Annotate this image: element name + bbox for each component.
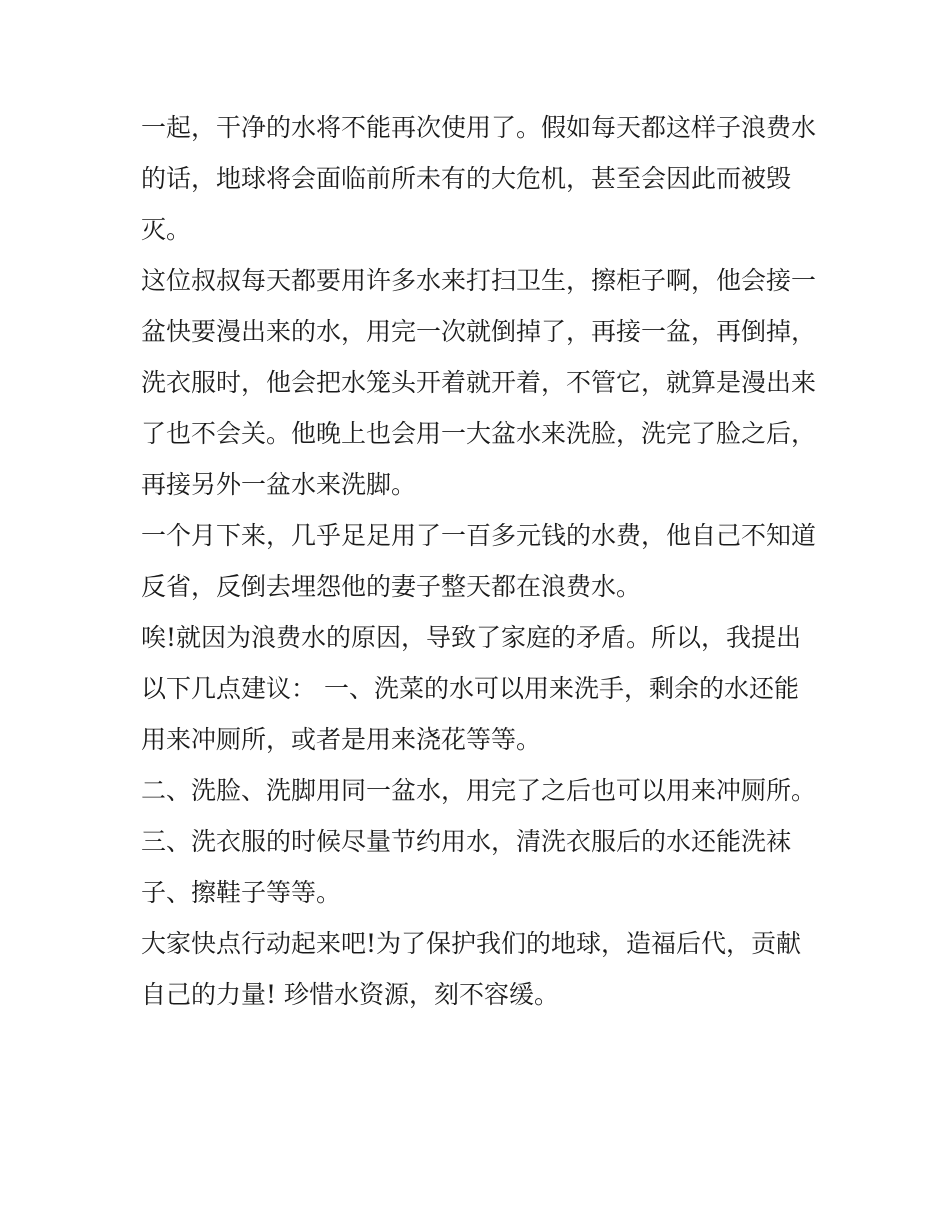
text-line: 再接另外一盆水来洗脚。 <box>141 470 417 499</box>
text-line: 大家快点行动起来吧!为了保护我们的地球，造福后代，贡献 <box>141 929 802 958</box>
text-line: 用来冲厕所，或者是用来浇花等等。 <box>141 725 542 754</box>
text-line: 一个月下来，几乎足足用了一百多元钱的水费，他自己不知道 <box>141 521 817 550</box>
text-line: 二、洗脸、洗脚用同一盆水，用完了之后也可以用来冲厕所。 <box>141 776 817 805</box>
text-line: 三、洗衣服的时候尽量节约用水，清洗衣服后的水还能洗袜 <box>141 827 792 856</box>
text-line: 一起，干净的水将不能再次使用了。假如每天都这样子浪费水 <box>141 113 817 142</box>
text-line: 灭。 <box>141 215 192 244</box>
text-line: 了也不会关。他晚上也会用一大盆水来洗脸，洗完了脸之后， <box>141 419 817 448</box>
document-body <box>141 102 821 1020</box>
text-line: 的话，地球将会面临前所未有的大危机，甚至会因此而被毁 <box>141 164 792 193</box>
text-line: 子、擦鞋子等等。 <box>141 878 342 907</box>
text-line: 自己的力量! 珍惜水资源，刻不容缓。 <box>141 980 559 1009</box>
text-line: 反省，反倒去埋怨他的妻子整天都在浪费水。 <box>141 572 642 601</box>
text-line: 这位叔叔每天都要用许多水来打扫卫生，擦柜子啊，他会接一 <box>141 266 817 295</box>
text-line: 洗衣服时，他会把水笼头开着就开着，不管它，就算是漫出来 <box>141 368 817 397</box>
text-line: 以下几点建议： 一、洗菜的水可以用来洗手，剩余的水还能 <box>141 674 799 703</box>
text-line: 盆快要漫出来的水，用完一次就倒掉了，再接一盆，再倒掉， <box>141 317 817 346</box>
text-line: 唉!就因为浪费水的原因，导致了家庭的矛盾。所以，我提出 <box>141 623 802 652</box>
